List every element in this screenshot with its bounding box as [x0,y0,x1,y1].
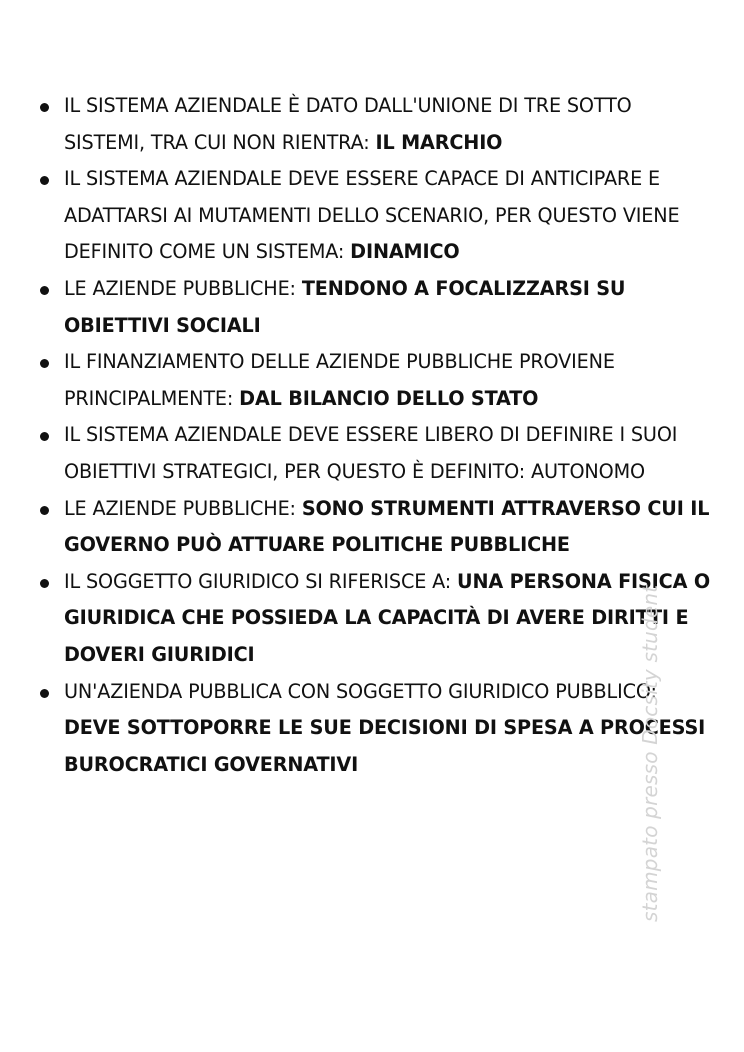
watermark: stampato presso Docsity student [638,584,662,922]
list-item [40,161,712,271]
bullet-icon [40,176,49,185]
question-text: LE AZIENDE PUBBLICHE: [64,496,302,520]
bullet-icon [40,579,49,588]
answer-text: IL MARCHIO [375,130,503,154]
bullet-icon [40,359,49,368]
list-item [40,271,712,344]
list-item [40,417,712,490]
answer-text: DINAMICO [350,240,460,264]
question-text: IL SISTEMA AZIENDALE DEVE ESSERE LIBERO DI DEFINIRE I SUOI OBIETTIVI STRATEGICI, PER QUESTO È DEFINITO: AUTONOMO [64,423,678,483]
question-text: IL SOGGETTO GIURIDICO SI RIFERISCE A: [64,569,458,593]
question-text: IL SISTEMA AZIENDALE DEVE ESSERE CAPACE DI ANTICIPARE E ADATTARSI AI MUTAMENTI DELLO SCENARIO, PER QUESTO VIENE DEFINITO COME UN SISTEMA: [64,167,680,264]
bullet-list [40,88,712,783]
answer-text: TENDONO A FOCALIZZARSI SU OBIETTIVI SOCIALI [64,276,626,337]
list-item [40,564,712,674]
answer-text: DAL BILANCIO DELLO STATO [239,386,539,410]
question-text: IL FINANZIAMENTO DELLE AZIENDE PUBBLICHE PROVIENE PRINCIPALMENTE: [64,350,615,410]
list-item [40,491,712,564]
bullet-icon [40,286,49,295]
question-text: LE AZIENDE PUBBLICHE: [64,276,302,300]
answer-text: DEVE SOTTOPORRE LE SUE DECISIONI DI SPESA A PROCESSI BUROCRATICI GOVERNATIVI [64,716,706,776]
question-text: UN'AZIENDA PUBBLICA CON SOGGETTO GIURIDICO PUBBLICO: [64,679,657,703]
bullet-icon [40,103,49,112]
bullet-icon [40,689,49,698]
answer-text: UNA PERSONA FISICA O GIURIDICA CHE POSSIEDA LA CAPACITÀ DI AVERE DIRITTI E DOVERI GIURIDICI [64,569,710,666]
answer-text: SONO STRUMENTI ATTRAVERSO CUI IL GOVERNO PUÒ ATTUARE POLITICHE PUBBLICHE [64,496,710,557]
question-text: IL SISTEMA AZIENDALE È DATO DALL'UNIONE DI TRE SOTTO SISTEMI, TRA CUI NON RIENTRA: [64,94,632,154]
bullet-icon [40,506,49,515]
list-item [40,344,712,417]
bullet-icon [40,432,49,441]
list-item [40,88,712,161]
list-item [40,674,712,784]
